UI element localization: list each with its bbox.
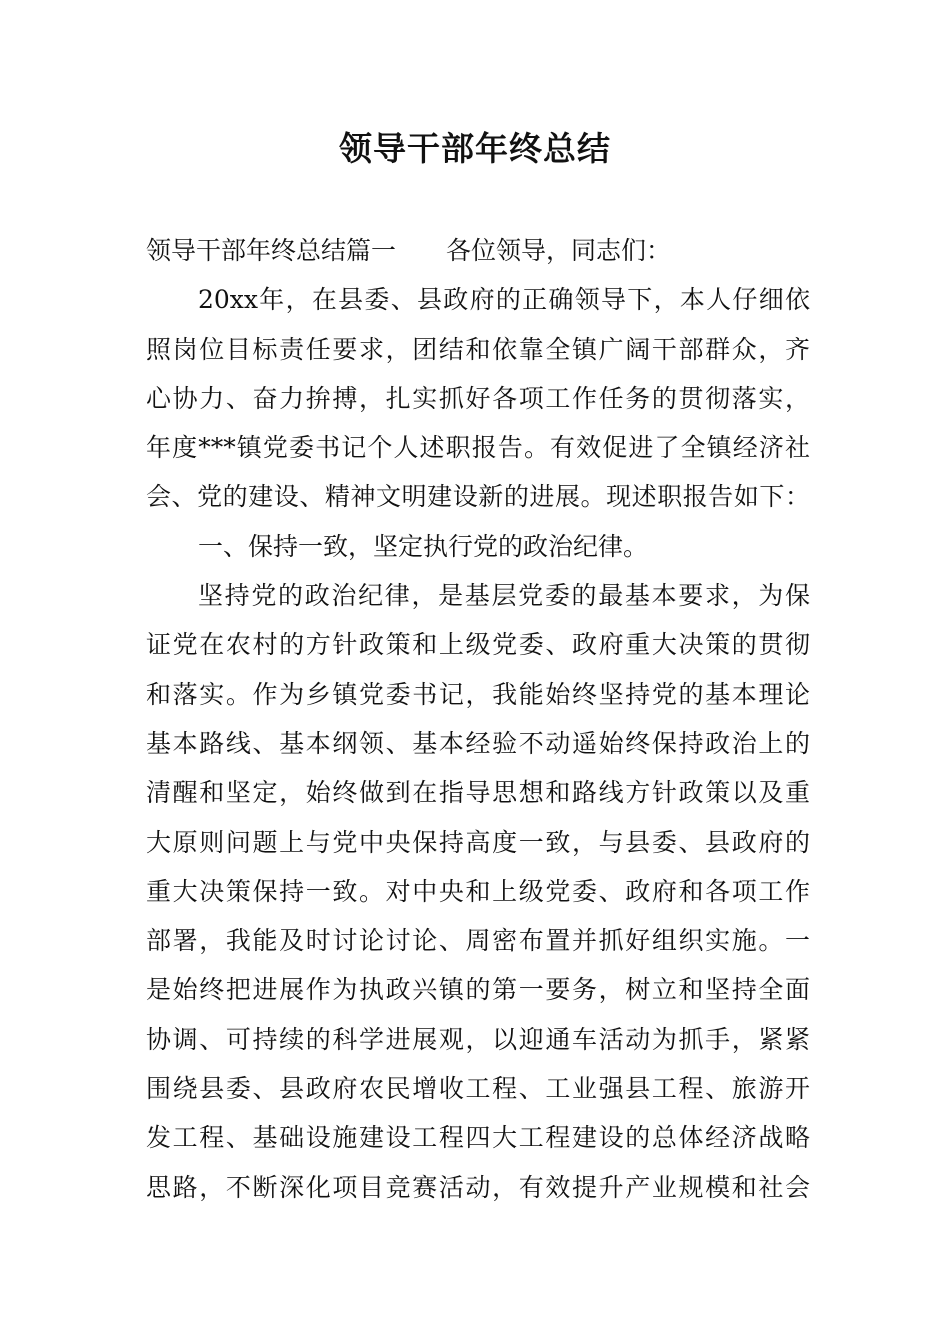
paragraph-line: 证党在农村的方针政策和上级党委、政府重大决策的贯彻 [146, 630, 810, 660]
paragraph-line: 围绕县委、县政府农民增收工程、工业强县工程、旅游开 [146, 1074, 810, 1104]
paragraph-line: 清醒和坚定，始终做到在指导思想和路线方针政策以及重 [146, 778, 810, 808]
paragraph-line: 部署，我能及时讨论讨论、周密布置并抓好组织实施。一 [146, 926, 810, 956]
heading-line [146, 226, 810, 275]
paragraph-line: 发工程、基础设施建设工程四大工程建设的总体经济战略 [146, 1123, 810, 1153]
paragraph-line: 坚持党的政治纪律，是基层党委的最基本要求，为保 [198, 581, 810, 611]
document-title: 领导干部年终总结 [339, 129, 611, 168]
paragraph-line: 和落实。作为乡镇党委书记，我能始终坚持党的基本理论 [146, 679, 810, 709]
section-heading-line: 一、保持一致，坚定执行党的政治纪律。 [198, 531, 649, 561]
paragraph-line: 20xx年，在县委、县政府的正确领导下，本人仔细依 [198, 285, 810, 315]
paragraph-line: 照岗位目标责任要求，团结和依靠全镇广阔干部群众，齐 [146, 334, 810, 364]
paragraph-line: 会、党的建设、精神文明建设新的进展。现述职报告如下： [146, 482, 810, 512]
document-body [146, 226, 810, 1212]
salutation: 各位领导，同志们： [446, 236, 672, 265]
paragraph-line: 基本路线、基本纲领、基本经验不动遥始终保持政治上的 [146, 728, 810, 758]
paragraph-line: 心协力、奋力拚搏，扎实抓好各项工作任务的贯彻落实， [146, 383, 810, 413]
paragraph-line: 大原则问题上与党中央保持高度一致，与县委、县政府的 [146, 827, 810, 857]
paragraph-line: 重大决策保持一致。对中央和上级党委、政府和各项工作 [146, 876, 810, 906]
section-heading: 领导干部年终总结篇一 [146, 236, 397, 265]
paragraph-line: 是始终把进展作为执政兴镇的第一要务，树立和坚持全面 [146, 975, 810, 1005]
paragraph-line: 年度***镇党委书记个人述职报告。有效促进了全镇经济社 [146, 433, 810, 463]
paragraph-line: 思路，不断深化项目竞赛活动，有效提升产业规模和社会 [146, 1172, 810, 1202]
paragraph-line: 协调、可持续的科学进展观，以迎通车活动为抓手，紧紧 [146, 1024, 810, 1054]
